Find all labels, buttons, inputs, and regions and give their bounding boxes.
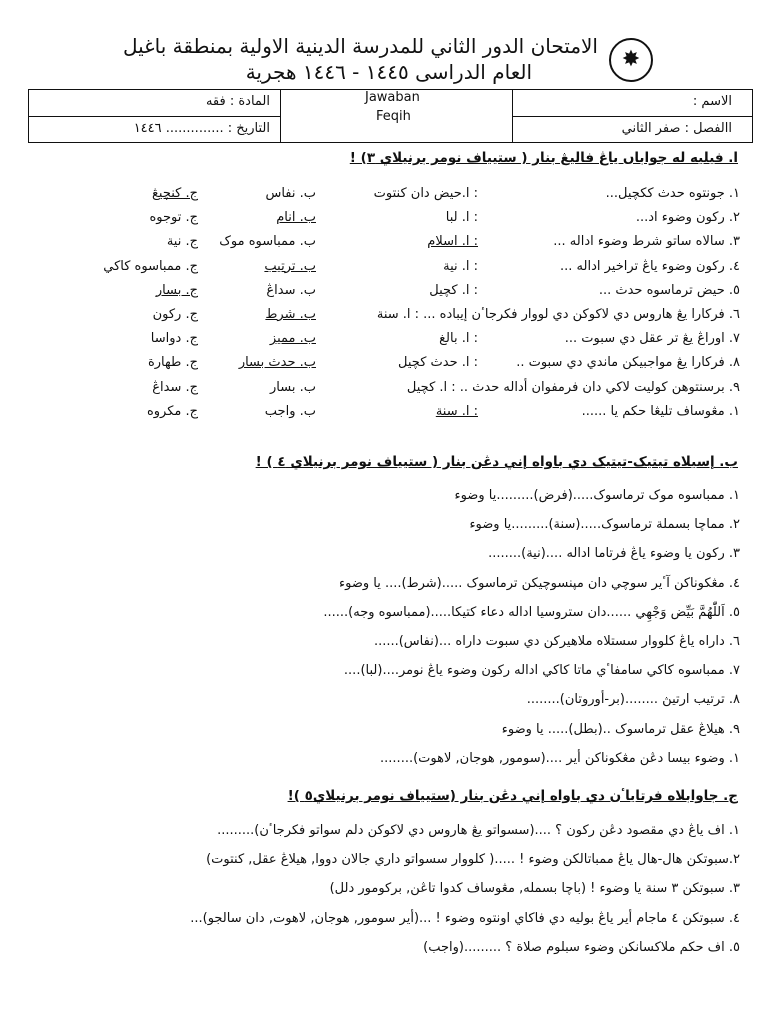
option-a: : ا. نية <box>443 258 478 274</box>
question-text: ٣. سالاه ساتو شرط وضوء اداله ... <box>553 234 740 250</box>
option-c: ج. ممباسوه کاکي <box>103 258 198 274</box>
fill-in-item: ٥. اَللّٰهُمَّ بَيِّض وَجْهِي ......دان ستروسيا اداله دعاء کتيکا.....(ممباسوه وجه)...... <box>323 604 740 620</box>
essay-question: ٤. سبوتکن ٤ ماجام أير ياڠ بوليه دي فاکاي اونتوه وضوء ! ...(أير سومور, هوجان, لاهوت, دان سالجو)... <box>190 910 740 926</box>
option-c: ج. نية <box>166 234 198 250</box>
option-c: ج. مکروه <box>146 403 198 419</box>
fill-in-item: ١. ممباسوه موک ترماسوک.....(فرض).........يا وضوء <box>454 488 740 503</box>
academic-year: العام الدراسى ١٤٤٥ - ١٤٤٦ هجرية <box>245 60 532 84</box>
option-b: ب. انام <box>276 210 316 226</box>
option-a: : ا. لبا <box>445 210 478 226</box>
fill-in-item: ٤. مڠکوناکن آٴير سوچي دان مڽنسوچيکن ترماسوک .....(شرط).... يا وضوء <box>339 575 740 591</box>
essay-question: ٥. اف حکم ملاکسانکن وضوء سبلوم صلاة ؟ .........(واجب) <box>423 939 740 955</box>
section-a-title: ا. فيليه له جواباں ياڠ فاليڠ بنار ( ستيياف نومر برنيلاي ٣) ! <box>349 150 738 166</box>
subject-field: المادة : فقه <box>205 94 270 109</box>
exam-title: الامتحان الدور الثاني للمدرسة الدينية الاولية بمنطقة باغيل <box>123 34 598 58</box>
question-text: ٨. فرکارا يڠ مواجبيکن ماندي دي سبوت .. <box>516 355 740 371</box>
option-c: ج. توجوه <box>149 210 198 226</box>
option-c: ج. رکون <box>152 307 198 322</box>
option-a: : ا. کچيل <box>429 282 478 298</box>
option-c: ج. بسار <box>155 282 198 298</box>
option-c: ج. سداڠ <box>152 379 198 395</box>
option-b: ب. مميز <box>269 331 316 347</box>
section-c-title: ج. جاوابلاه فرتاياٴن دي باواه إني دڠن بنار (ستيياف نومر برنيلاي٥ )! <box>287 788 738 804</box>
essay-question: ٢.سبوتکن هال-هال ياڠ ممباتالکن وضوء ! .....( کلووار سسواتو داري جالان دووا, هيلاڠ عقل, کنتوت) <box>206 852 740 868</box>
answer-key-label: Jawaban <box>365 90 420 105</box>
question-text: ٧. اوراڠ يڠ تر عقل دي سبوت ... <box>564 331 740 347</box>
question-text: ١. جونتوه حدث ککچيل... <box>605 186 740 201</box>
option-b: ب. ممباسوه موک <box>219 234 316 250</box>
option-b: ب. شرط <box>265 307 316 322</box>
fill-in-item: ١. وضوء بيسا دڠن مڠکوناکن أير ....(سومور, هوجان, لاهوت)........ <box>380 750 740 766</box>
student-info-table <box>28 89 753 143</box>
option-b: ب. بسار <box>270 379 316 395</box>
option-c: ج. دواسا <box>150 331 198 347</box>
option-c: ج. کنچيڠ <box>151 186 198 201</box>
option-b: ب. ترتيب <box>264 258 316 274</box>
option-b: ب. حدث بسار <box>238 355 316 371</box>
option-a: : ا.حيض دان کنتوت <box>373 186 478 201</box>
question-text: ٩. برسنتوهن کوليت لاکي دان فرمفوان أداله حدث .. : ا. کچيل <box>406 379 740 395</box>
fill-in-item: ٣. رکون يا وضوء ياڠ فرتاما اداله ....(نية)........ <box>488 546 740 562</box>
option-a: : ا. حدث کچيل <box>398 355 478 371</box>
option-c: ج. طهارة <box>147 355 198 371</box>
essay-question: ٣. سبوتکن ٣ سنة يا وضوء ! (باچا بسمله, مڠوساف کدوا تاڠن, برکومور دلل) <box>329 881 740 897</box>
option-a: : ا. اسلام <box>427 234 478 250</box>
question-text: ١. مڠوساف تليڠا حکم يا ...... <box>581 403 740 419</box>
essay-question: ١. اف ياڠ دي مقصود دڠن رکون ؟ ....(سسواتو يڠ هاروس دي لاکوکن دلم سواتو فکرجاٴن)......... <box>217 823 740 838</box>
school-emblem-icon: ✸ <box>609 38 653 82</box>
date-field[interactable]: التاريخ : .............. ١٤٤٦ <box>133 121 270 136</box>
fill-in-item: ٦. داراه ياڠ کلووار سستلاه ملاهيرکن دي سبوت داراه ...(نفاس)...... <box>373 634 740 649</box>
question-text: ٤. رکون وضوء ياڠ تراخير اداله ... <box>560 258 740 274</box>
option-b: ب. واجب <box>264 403 316 419</box>
fill-in-item: ٧. ممباسوه کاکي سامفاٴي ماتا کاکي اداله رکون وضوء ياڠ نومر....(لبا).... <box>343 663 740 679</box>
question-text: ٢. رکون وضوء اد... <box>635 210 740 226</box>
option-a: : ا. بالغ <box>439 331 478 347</box>
section-b-title: ب. إسيلاه تيتيک-تيتيک دي باواه إني دڠن بنار ( ستيياف نومر برنيلاي ٤ ) ! <box>255 454 738 470</box>
question-text: ٦. فرکارا يڠ هاروس دي لاکوکن دي لووار فکرجاٴن إيباده ... : ا. سنة <box>376 307 740 322</box>
option-a: : ا. سنة <box>435 403 478 419</box>
fill-in-item: ٨. ترتيب ارتيڽ ........(بر-أوروتان)........ <box>526 692 740 708</box>
fill-in-item: ٩. هيلاڠ عقل ترماسوک ..(بطل)..... يا وضوء <box>501 721 740 737</box>
question-text: ٥. حيض ترماسوه حدث ... <box>598 282 740 298</box>
name-field[interactable]: الاسم : <box>692 94 732 109</box>
fill-in-item: ٢. مماچا بسملة ترماسوک.....(سنة).........يا وضوء <box>469 517 740 533</box>
class-field[interactable]: االفصل : صفر الثاني <box>621 121 732 136</box>
option-b: ب. سداڠ <box>266 282 316 298</box>
subject-latin-label: Feqih <box>376 109 411 124</box>
option-b: ب. نفاس <box>265 186 316 201</box>
